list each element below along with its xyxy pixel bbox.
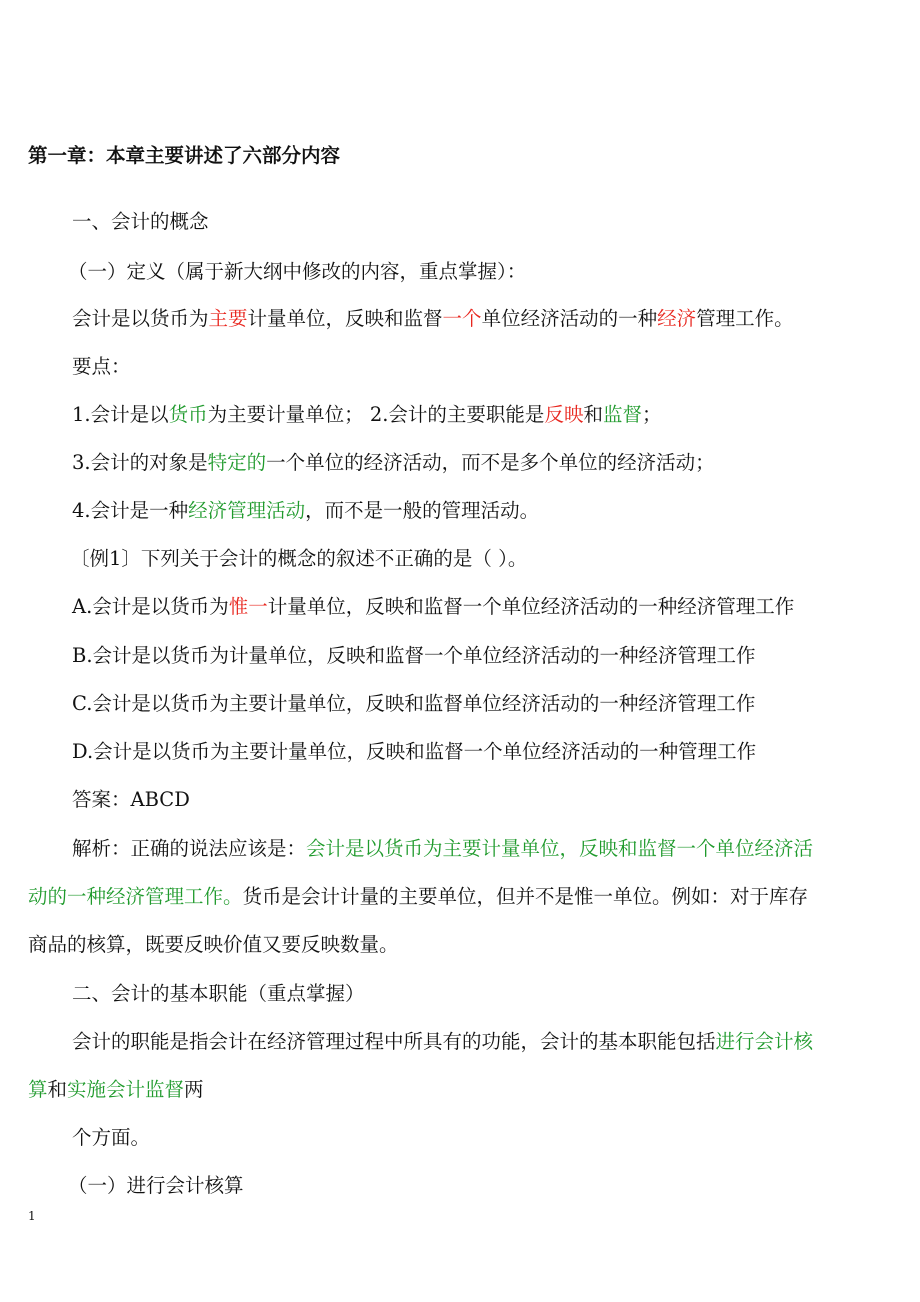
highlight-green: 进行会计核 <box>715 1030 814 1053</box>
option-b: B.会计是以货币为计量单位，反映和监督一个单位经济活动的一种经济管理工作 <box>72 644 756 667</box>
option-c: C.会计是以货币为主要计量单位，反映和监督单位经济活动的一种经济管理工作 <box>72 692 756 715</box>
highlight-red: 一个 <box>442 307 482 330</box>
highlight-red: 经济 <box>657 307 697 330</box>
highlight-red: 反映 <box>544 403 584 426</box>
highlight-red: 惟一 <box>228 595 268 618</box>
page-number: 1 <box>28 1209 36 1223</box>
option-d: D.会计是以货币为主要计量单位，反映和监督一个单位经济活动的一种管理工作 <box>72 740 757 763</box>
example-question: 〔例1〕下列关于会计的概念的叙述不正确的是（ ）。 <box>70 547 528 570</box>
subsection-heading: （一）进行会计核算 <box>68 1174 244 1197</box>
option-a: A.会计是以货币为惟一计量单位，反映和监督一个单位经济活动的一种经济管理工作 <box>72 595 795 618</box>
functions-line-3: 个方面。 <box>72 1126 151 1149</box>
answer-line: 答案：ABCD <box>72 788 190 811</box>
highlight-green: 会计是以货币为主要计量单位，反映和监督一个单位经济活 <box>306 837 814 860</box>
section-heading: 一、会计的概念 <box>72 210 209 233</box>
highlight-green: 监督 <box>602 403 642 426</box>
definition-paragraph: 会计是以货币为主要计量单位，反映和监督一个单位经济活动的一种经济管理工作。 <box>72 307 794 330</box>
analysis-line-2: 动的一种经济管理工作。货币是会计计量的主要单位，但并不是惟一单位。例如：对于库存 <box>28 885 809 908</box>
highlight-green: 货币 <box>168 403 208 426</box>
highlight-green: 经济管理活动 <box>188 499 306 522</box>
highlight-green: 实施会计监督 <box>67 1078 185 1101</box>
analysis-line-3: 商品的核算，既要反映价值又要反映数量。 <box>28 933 399 956</box>
functions-line-2: 算和实施会计监督两 <box>28 1078 204 1101</box>
analysis-line-1: 解析：正确的说法应该是：会计是以货币为主要计量单位，反映和监督一个单位经济活 <box>72 837 814 860</box>
section-heading: 二、会计的基本职能（重点掌握） <box>72 982 365 1005</box>
chapter-title: 第一章：本章主要讲述了六部分内容 <box>28 144 341 167</box>
highlight-green: 动的一种经济管理工作。 <box>28 885 243 908</box>
highlight-green: 特定的 <box>207 451 267 474</box>
highlight-red: 主要 <box>208 307 248 330</box>
keypoints-label: 要点： <box>72 355 131 378</box>
keypoint-4: 4.会计是一种经济管理活动，而不是一般的管理活动。 <box>72 499 540 522</box>
keypoint-1-2: 1.会计是以货币为主要计量单位； 2.会计的主要职能是反映和监督； <box>72 403 662 426</box>
highlight-green: 算 <box>28 1078 48 1101</box>
functions-line-1: 会计的职能是指会计在经济管理过程中所具有的功能，会计的基本职能包括进行会计核 <box>72 1030 814 1053</box>
subsection-heading: （一）定义（属于新大纲中修改的内容，重点掌握）： <box>68 260 527 283</box>
keypoint-3: 3.会计的对象是特定的一个单位的经济活动，而不是多个单位的经济活动； <box>72 451 715 474</box>
